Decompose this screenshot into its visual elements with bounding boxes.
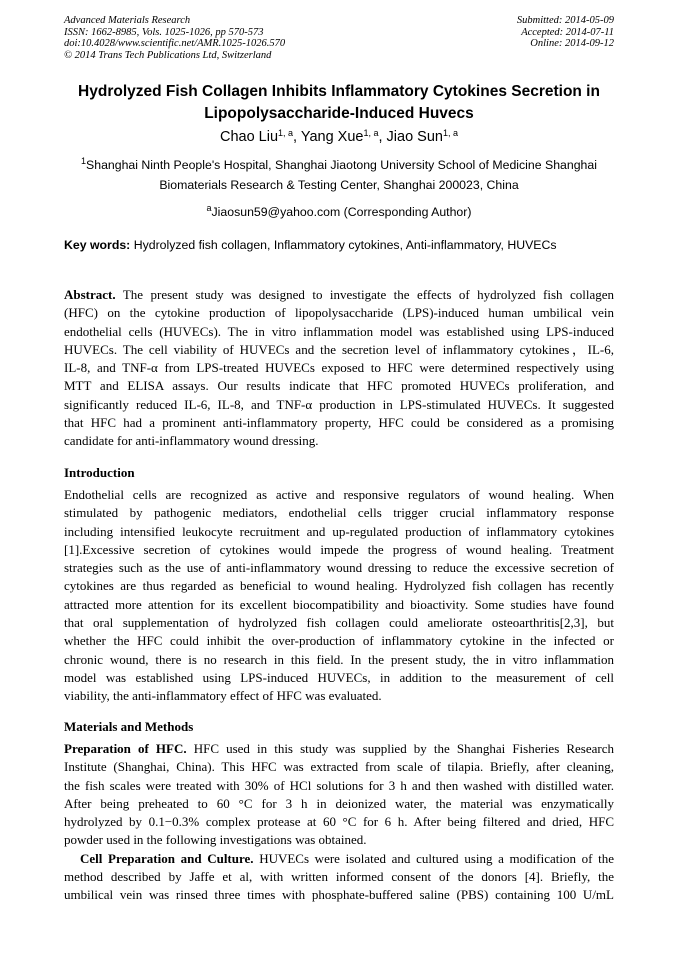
preparation-paragraph xyxy=(64,740,614,905)
accepted-date: Accepted: 2014-07-11 xyxy=(521,26,614,38)
introduction-line: cytokines are thus regarded as beneficial to wound healing. Hydrolyzed fish collagen has recently xyxy=(64,578,614,594)
keywords xyxy=(64,236,624,254)
email-mark: a xyxy=(206,203,212,213)
doi-line: doi:10.4028/www.scientific.net/AMR.1025-1026.570 xyxy=(64,38,286,49)
paper-title xyxy=(40,81,638,125)
affiliation xyxy=(40,155,638,195)
cell-culture-line: method described by Jaffe et al, with written informed consent of the donors [4]. Briefly, the xyxy=(64,869,614,885)
abstract-line: significantly reduced IL-6, IL-8, and TNF-α production in LPS-stimulated HUVECs. It suggested xyxy=(64,396,614,412)
abstract-line: (HFC) on the cytokine production of lipopolysaccharide (LPS)-induced human umbilical vein xyxy=(64,305,614,321)
author-name: Yang Xue xyxy=(300,129,364,145)
preparation-line: the fish scales were treated with 30% of HCl solutions for 3 h and then washed with distilled water. xyxy=(64,777,614,793)
introduction-line: whether the HFC could inhibit the over-production of inflammatory cytokine in the infected or xyxy=(64,633,614,649)
cell-culture-line: umbilical vein was rinsed three times with phosphate-buffered saline (PBS) containing 100 U/mL xyxy=(64,887,614,903)
abstract-line: endothelial cells (HUVECs). The in vitro inflammation model was established using LPS-induced xyxy=(64,323,614,339)
title-line-1: Hydrolyzed Fish Collagen Inhibits Inflammatory Cytokines Secretion in xyxy=(78,83,600,100)
introduction-line: Endothelial cells are recognized as active and responsive regulators of wound healing. When xyxy=(64,487,614,502)
introduction-line: [1].Excessive secretion of cytokines would impede the progress of wound healing. Treatment xyxy=(64,541,614,557)
abstract-label: Abstract. xyxy=(64,287,116,302)
online-date: Online: 2014-09-12 xyxy=(530,38,614,49)
abstract-line: The present study was designed to investigate the effects of hydrolyzed fish collagen xyxy=(115,287,614,302)
email-text: Jiaosun59@yahoo.com (Corresponding Author) xyxy=(211,205,472,219)
author-name: Chao Liu xyxy=(219,129,279,145)
preparation-label: Preparation of HFC. xyxy=(64,741,187,756)
affiliation-mark: 1 xyxy=(81,156,87,166)
issn-line: ISSN: 1662-8985, Vols. 1025-1026, pp 570-573 xyxy=(64,26,264,38)
copyright-line: © 2014 Trans Tech Publications Ltd, Switzerland xyxy=(64,49,272,61)
cell-culture-label: Cell Preparation and Culture. xyxy=(80,850,254,866)
introduction-body xyxy=(64,486,614,706)
methods-heading: Materials and Methods xyxy=(64,719,194,734)
publication-dates xyxy=(517,15,614,50)
corresponding-email xyxy=(40,203,638,221)
abstract-line: HUVECs. The cell viability of HUVECs and the secretion level of inflammatory cytokines，IL-6, xyxy=(64,341,614,357)
preparation-line: Institute (Shanghai, China). This HFC was extracted from scale of tilapia. Briefly, after cleaning, xyxy=(64,759,614,775)
affiliation-line-2: Biomaterials Research & Testing Center, Shanghai 200023, China xyxy=(159,178,519,192)
author-name: Jiao Sun xyxy=(386,129,443,145)
abstract-line: MTT and ELISA assays. Our results indicate that HFC promoted HUVECs proliferation, and xyxy=(64,378,614,394)
introduction-line: that oral supplementation of hydrolyzed fish collagen could ameliorate osteoarthritis[2,3], but xyxy=(64,615,614,631)
preparation-line: After being preheated to 60 °C for 3 h in deionized water, the material was enzymatically xyxy=(64,795,614,811)
affiliation-line-1: Shanghai Ninth People's Hospital, Shanghai Jiaotong University School of Medicine Shanghai xyxy=(86,158,597,172)
keywords-text: Hydrolyzed fish collagen, Inflammatory cytokines, Anti-inflammatory, HUVECs xyxy=(130,238,557,252)
abstract-line: that HFC had a prominent anti-inflammatory property, HFC could be considered as a promising xyxy=(64,415,614,431)
publication-info xyxy=(64,15,285,61)
abstract-line: candidate for anti-inflammatory wound dressing. xyxy=(64,433,319,449)
submitted-date: Submitted: 2014-05-09 xyxy=(516,15,614,26)
introduction-line: strategies such as the use of anti-inflammatory wound dressing to reduce the excessive secretion of xyxy=(64,560,614,576)
journal-name: Advanced Materials Research xyxy=(64,15,191,26)
preparation-line: HFC used in this study was supplied by the Shanghai Fisheries Research xyxy=(186,741,614,756)
preparation-line: hydrolyzed by 0.1−0.3% complex protease at 60 °C for 6 h. After being filtered and dried, HFC xyxy=(64,814,614,830)
introduction-line: viability, the anti-inflammatory effect of HFC was evaluated. xyxy=(64,688,382,704)
author-affiliation-mark: 1, a xyxy=(363,128,379,138)
introduction-line: attracted more attention for its excellent biocompatibility and bioactivity. Some studies have found xyxy=(64,596,614,612)
introduction-heading: Introduction xyxy=(64,465,135,480)
introduction-line: stimulated by pathogenic mediators, endothelial cells trigger crucial inflammatory response xyxy=(64,505,614,521)
author-list: Chao Liu$^{1, a}$, Yang Xue$^{1, a}$, Jiao Sun$^{1, a}$ xyxy=(219,128,458,145)
cell-culture-line: HUVECs were isolated and cultured using a modification of the xyxy=(253,850,614,866)
preparation-line: powder used in the following investigations was obtained. xyxy=(64,832,367,848)
introduction-line: chronic wound, there is no research in this field. In the present study, the in vitro inflammation xyxy=(64,651,614,667)
abstract xyxy=(64,286,614,451)
keywords-label: Key words: xyxy=(64,238,131,252)
introduction-line: model was established using LPS-induced HUVECs, in addition to the measurement of cell xyxy=(64,669,614,685)
introduction-line: including intensified leukocyte recruitment and up-regulated production of inflammatory cytokines xyxy=(64,523,614,539)
author-affiliation-mark: 1, a xyxy=(442,128,458,138)
title-line-2: Lipopolysaccharide-Induced Huvecs xyxy=(204,105,474,122)
abstract-line: IL-8, and TNF-α from LPS-treated HUVECs exposed to HFC were determined respectively using xyxy=(64,360,614,376)
author-affiliation-mark: 1, a xyxy=(278,128,294,138)
